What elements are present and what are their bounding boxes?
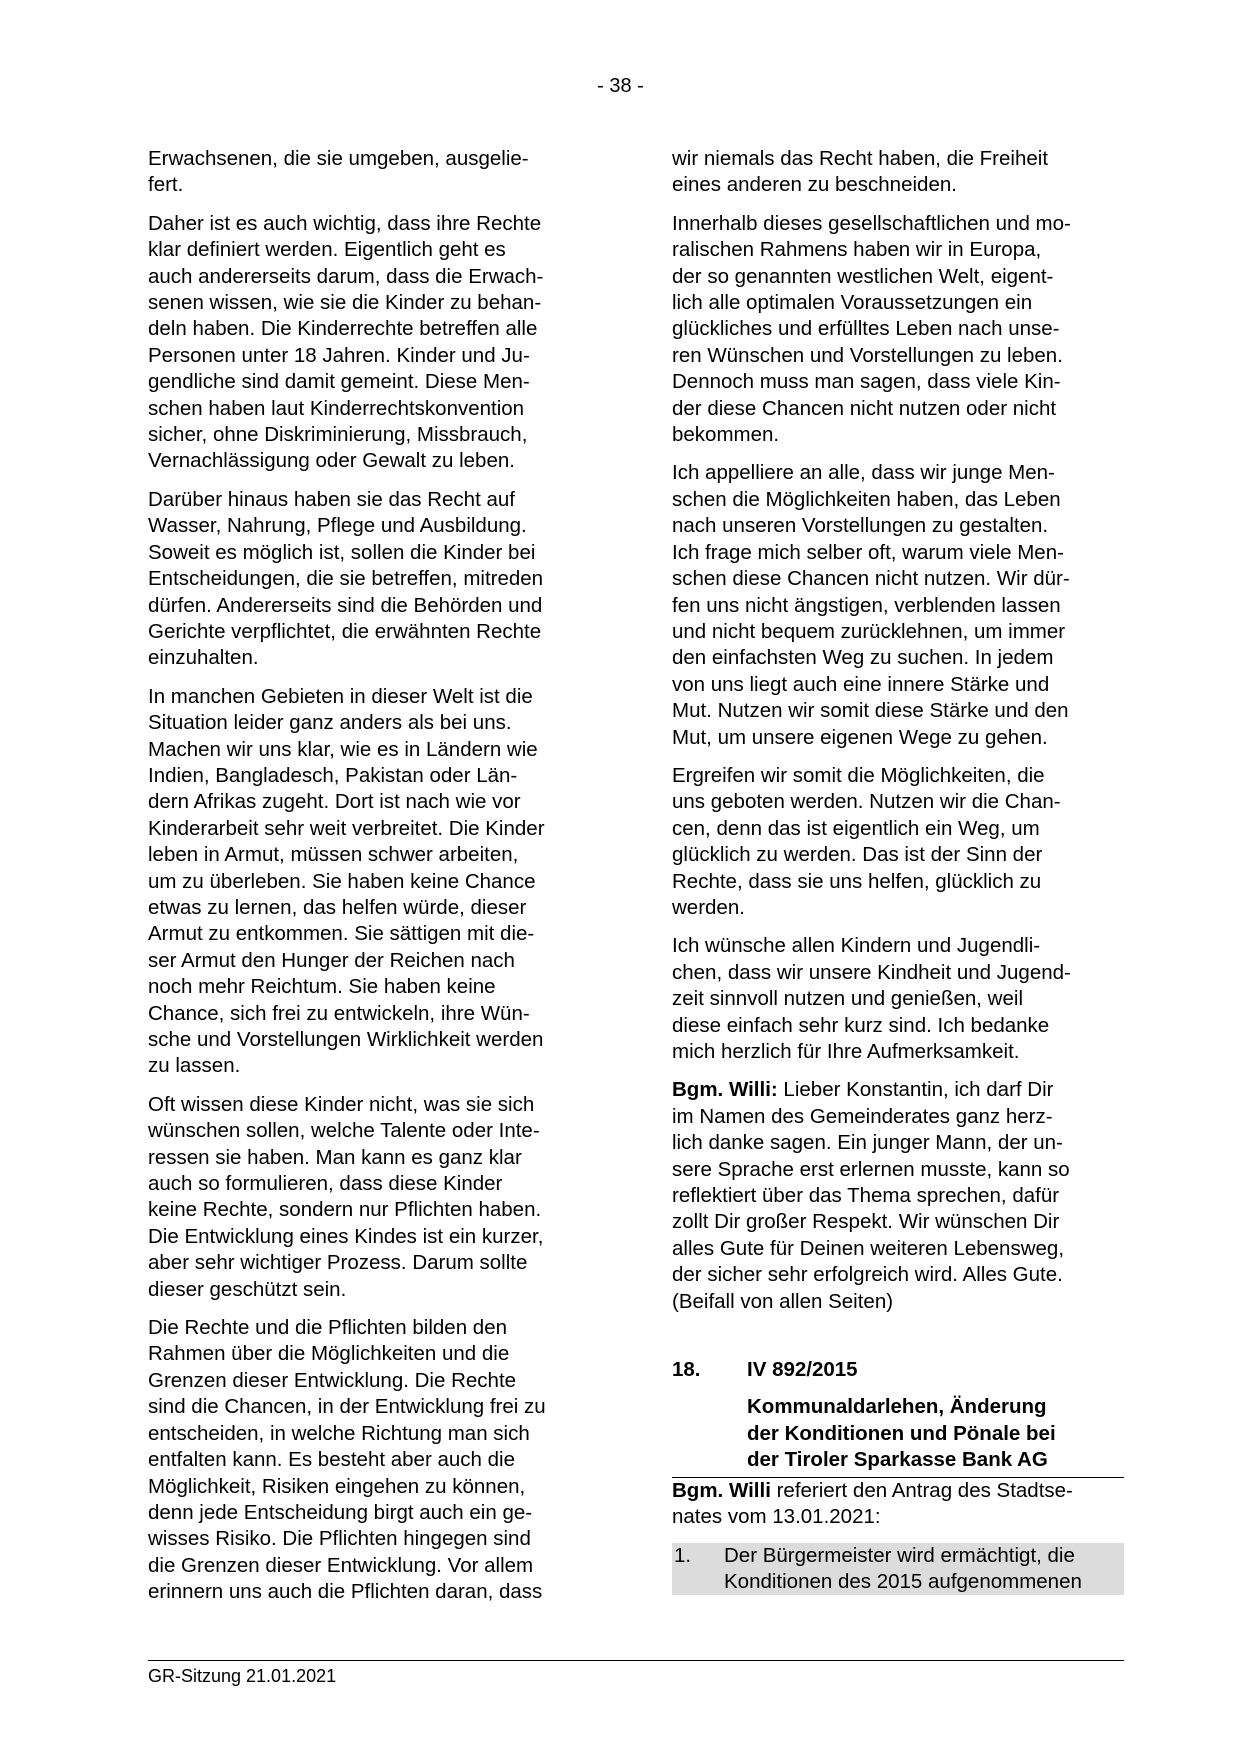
speaker-name: Bgm. Willi: xyxy=(672,1078,778,1102)
paragraph: Innerhalb dieses gesellschaftlichen und mo- ralischen Rahmens haben wir in Europa, der so genannten westlichen Welt, eigent- lich alle optimalen Voraussetzungen ein glückliches und erfülltes Leben nach unse- ren Wünschen und Vorstellungen zu leben. Dennoch muss man sagen, dass viele Kin- der diese Chancen nicht nutzen oder nicht bekommen. xyxy=(672,211,1071,447)
page-number: - 38 - xyxy=(597,75,644,97)
paragraph: Erwachsenen, die sie umgeben, ausgelie- fert. xyxy=(148,147,529,197)
paragraph: Ich appelliere an alle, dass wir junge Men- schen die Möglichkeiten haben, das Leben nach unseren Vorstellungen zu gestalten. Ich frage mich selber oft, warum viele Men- schen diese Chancen nicht nutzen. Wir dür- fen uns nicht ängstigen, verblenden lassen und nicht bequem zurücklehnen, um immer den einfachsten Weg zu suchen. In jedem von uns liegt auch eine innere Stärke und Mut. Nutzen wir somit diese Stärke und den Mut, um unsere eigenen Wege zu gehen. xyxy=(672,461,1070,749)
closing-remarks xyxy=(672,1077,1124,1315)
agenda-item-header xyxy=(672,1357,1124,1383)
right-column xyxy=(672,146,1124,1595)
paragraph: Ergreifen wir somit die Möglichkeiten, die uns geboten werden. Nutzen wir die Chan- cen, denn das ist eigentlich ein Weg, um glücklich zu werden. Das ist der Sinn der Rechte, dass sie uns helfen, glücklich zu werden. xyxy=(672,763,1061,919)
left-column xyxy=(148,146,592,1618)
footer-text: GR-Sitzung 21.01.2021 xyxy=(148,1666,337,1686)
paragraph: wir niemals das Recht haben, die Freiheit eines anderen zu beschneiden. xyxy=(672,147,1049,197)
paragraph: Daher ist es auch wichtig, dass ihre Rechte klar definiert werden. Eigentlich geht es auch andererseits darum, dass die Erwach- senen wissen, wie sie die Kinder zu behan- deln haben. Die Kinderrechte betreffen alle Personen unter 18 Jahren. Kinder und Ju- gendliche sind damit gemeint. Diese Men- schen haben laut Kinderrechtskonvention sicher, ohne Diskriminierung, Missbrauch, Vernachlässigung oder Gewalt zu leben. xyxy=(148,211,544,473)
agenda-item-number: 18. xyxy=(672,1358,701,1382)
resolution-item xyxy=(672,1543,1124,1596)
motion-text: referiert den Antrag des Stadtse- nates vom 13.01.2021: xyxy=(672,1478,1073,1529)
agenda-item-reference: IV 892/2015 xyxy=(747,1358,858,1382)
agenda-item-title: Kommunaldarlehen, Änderung der Konditionen und Pönale bei der Tiroler Sparkasse Bank AG xyxy=(747,1395,1056,1472)
paragraph: Oft wissen diese Kinder nicht, was sie sich wünschen sollen, welche Talente oder Inte- ressen sie haben. Man kann es ganz klar auch so formulieren, dass diese Kinder keine Rechte, sondern nur Pflichten haben. Die Entwicklung eines Kindes ist ein kurzer, aber sehr wichtiger Prozess. Darum sollte dieser geschützt sein. xyxy=(148,1092,544,1301)
motion-speaker: Bgm. Willi xyxy=(672,1478,771,1502)
paragraph: Ich wünsche allen Kindern und Jugendli- chen, dass wir unsere Kindheit und Jugend- zeit sinnvoll nutzen und genießen, weil diese einfach sehr kurz sind. Ich bedanke mich herzlich für Ihre Aufmerksamkeit. xyxy=(672,934,1071,1063)
resolution-text: Der Bürgermeister wird ermächtigt, die Konditionen des 2015 aufgenommenen xyxy=(724,1543,1082,1593)
resolution-number: 1. xyxy=(674,1543,692,1567)
paragraph: Darüber hinaus haben sie das Recht auf Wasser, Nahrung, Pflege und Ausbildung. Soweit es möglich ist, sollen die Kinder bei Entscheidungen, die sie betreffen, mitreden dürfen. Andererseits sind die Behörden und Gerichte verpflichtet, die erwähnten Rechte einzuhalten. xyxy=(148,487,544,670)
motion-intro xyxy=(672,1478,1124,1531)
paragraph: In manchen Gebieten in dieser Welt ist die Situation leider ganz anders als bei uns. Machen wir uns klar, wie es in Ländern wie Indien, Bangladesch, Pakistan oder Län- dern Afrikas zugeht. Dort ist nach wie vor Kinderarbeit sehr weit verbreitet. Die Kinder leben in Armut, müssen schwer arbeiten, um zu überleben. Sie haben keine Chance etwas zu lernen, das helfen würde, dieser Armut zu entkommen. Sie sättigen mit die- ser Armut den Hunger der Reichen nach noch mehr Reichtum. Sie haben keine Chance, sich frei zu entwickeln, ihre Wün- sche und Vorstellungen Wirklichkeit werden zu lassen. xyxy=(148,684,545,1078)
closing-text: Lieber Konstantin, ich darf Dir im Namen des Gemeinderates ganz herz- lich danke sagen. Ein junger Mann, der un- sere Sprache erst erlernen musste, kann so reflektiert über das Thema sprechen, dafür zollt Dir großer Respekt. Wir wünschen Dir alles Gute für Deinen weiteren Lebensweg, der sicher sehr erfolgreich wird. Alles Gute. (Beifall von allen Seiten) xyxy=(672,1078,1070,1313)
paragraph: Die Rechte und die Pflichten bilden den Rahmen über die Möglichkeiten und die Grenzen dieser Entwicklung. Die Rechte sind die Chancen, in der Entwicklung frei zu entscheiden, in welche Richtung man sich entfalten kann. Es besteht aber auch die Möglichkeit, Risiken eingehen zu können, denn jede Entscheidung birgt auch ein ge- wisses Risiko. Die Pflichten hingegen sind die Grenzen dieser Entwicklung. Vor allem erinnern uns auch die Pflichten daran, dass xyxy=(148,1316,546,1604)
footer-divider xyxy=(148,1660,1124,1661)
